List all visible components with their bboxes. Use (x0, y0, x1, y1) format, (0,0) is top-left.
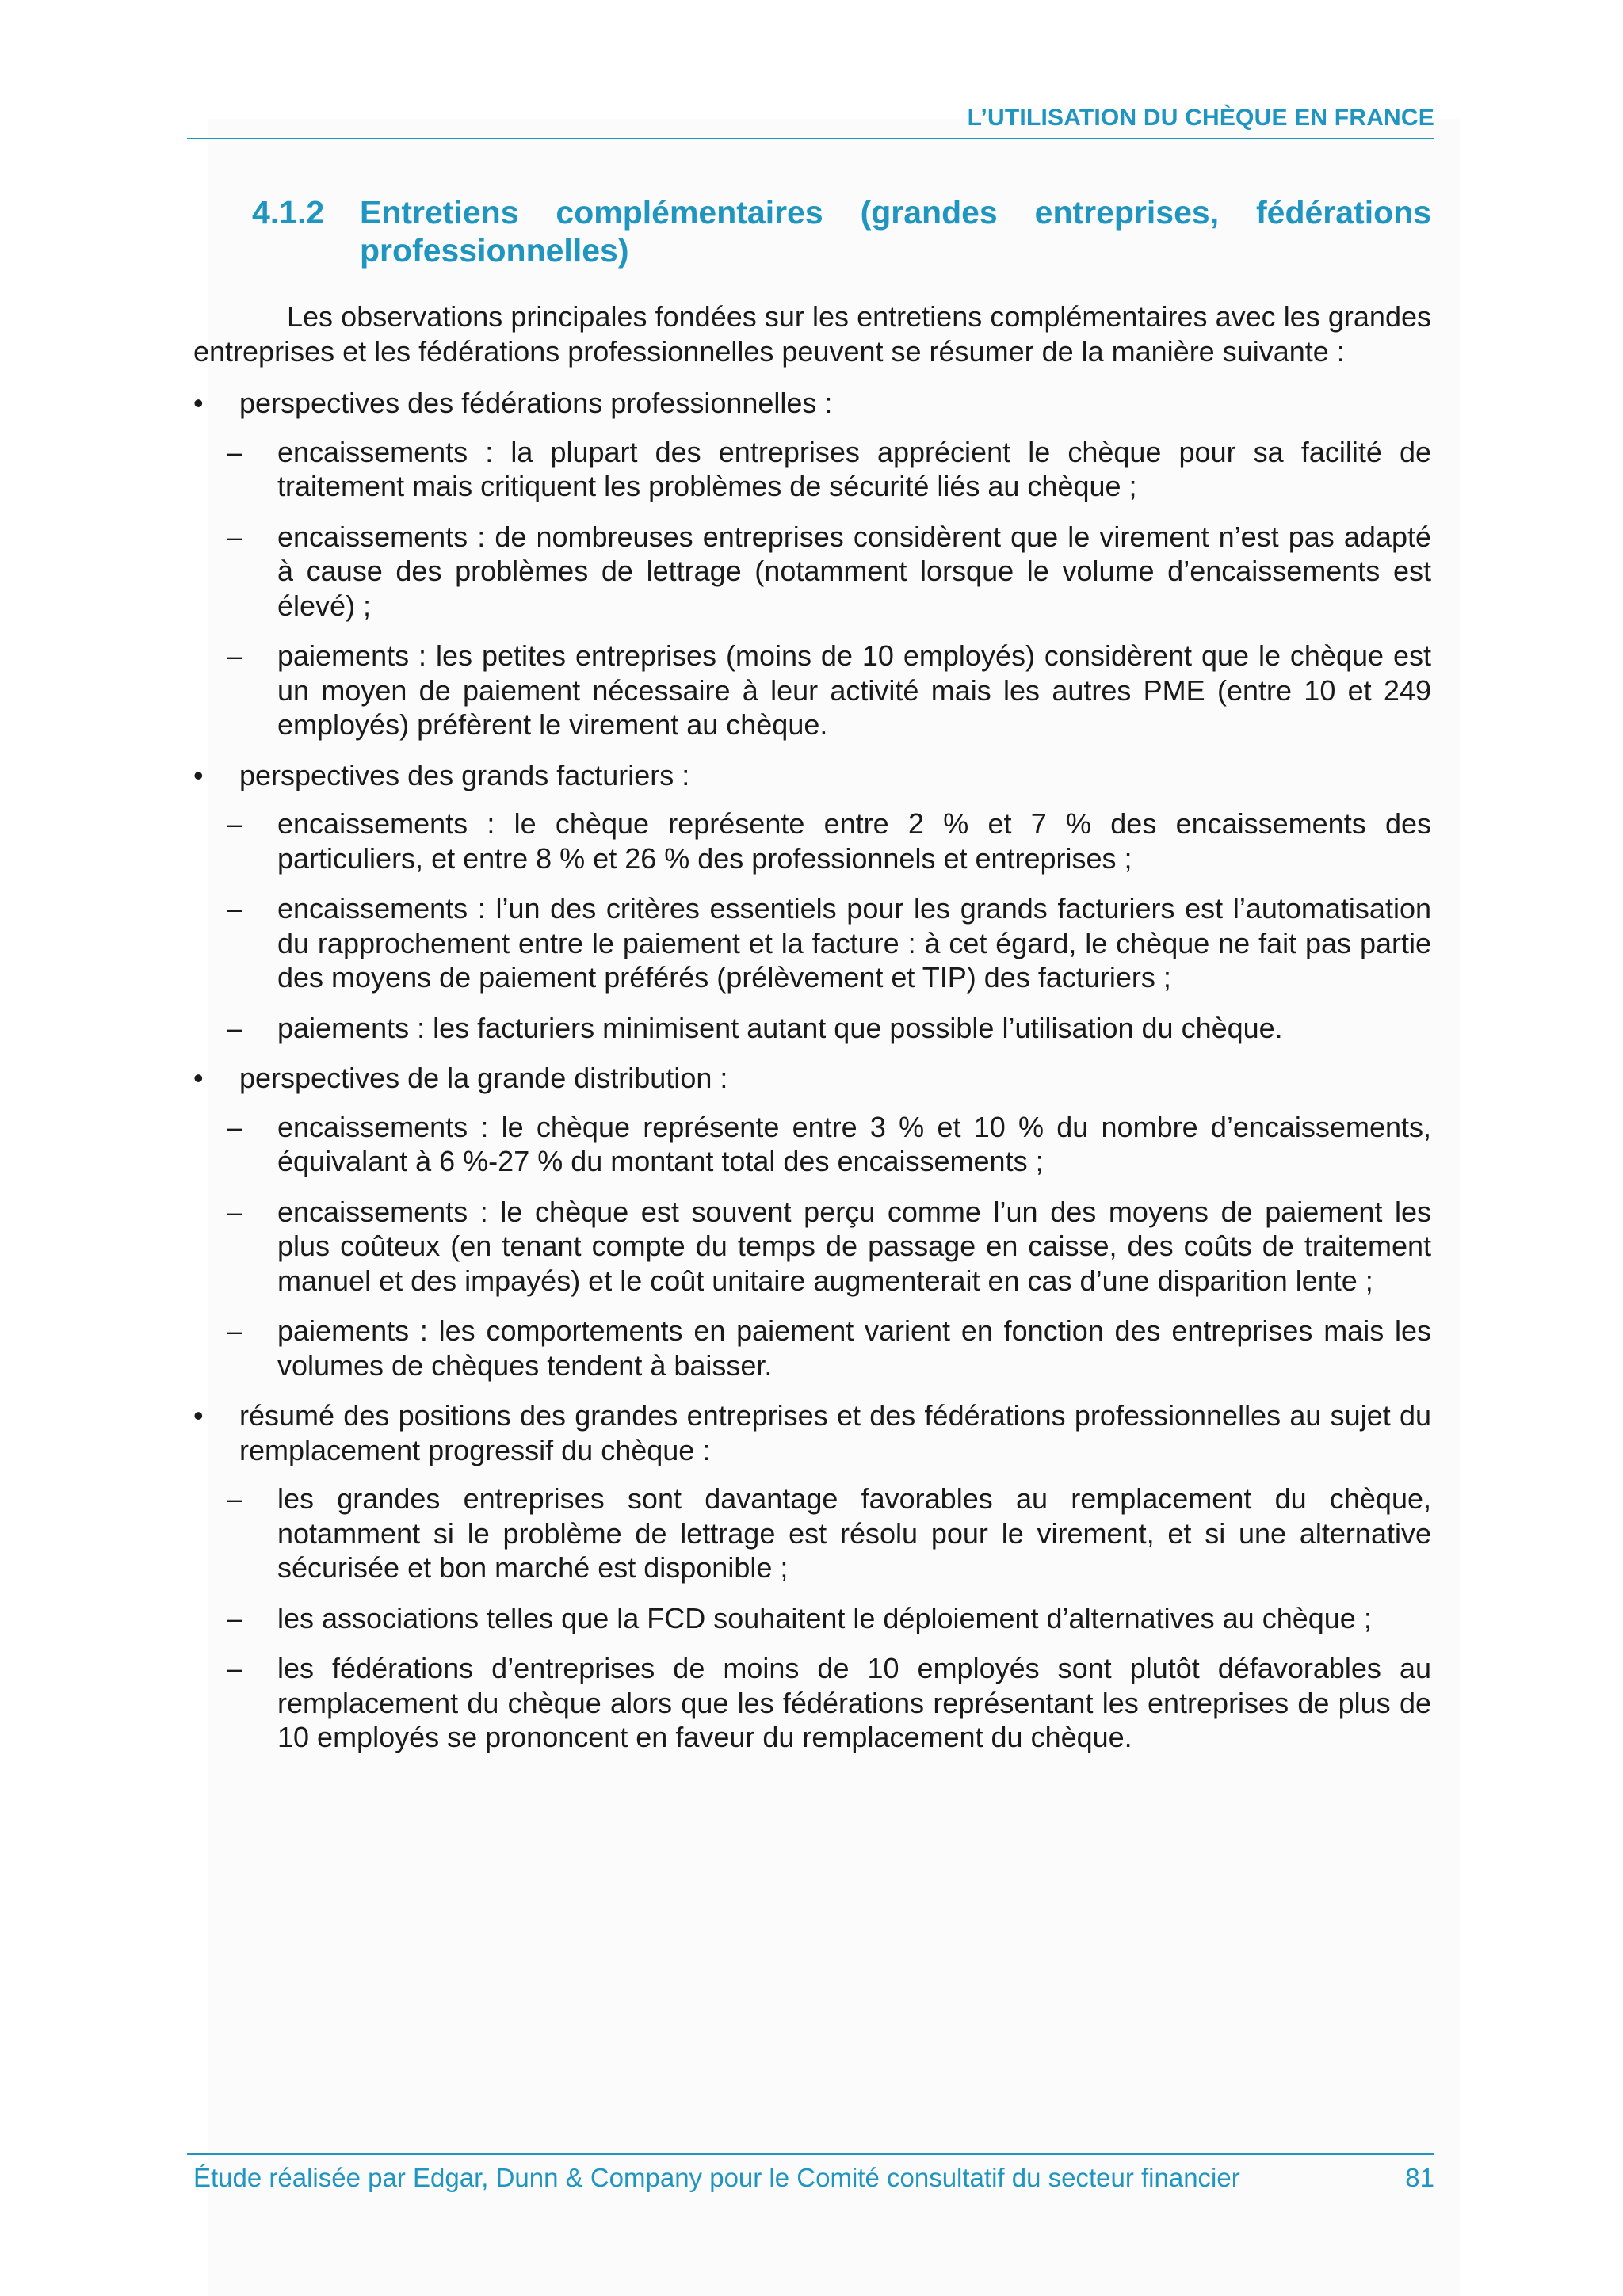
dash-item (193, 639, 1431, 742)
header-rule (187, 138, 1434, 139)
dash-item (193, 891, 1431, 995)
dash-text: les associations telles que la FCD souhaitent le déploiement d’alternatives au chèque ; (277, 1601, 1372, 1634)
dash-item (193, 1110, 1431, 1179)
dash-item (193, 1195, 1431, 1299)
dash-marker: – (227, 1195, 243, 1228)
section-number: 4.1.2 (252, 194, 325, 231)
dash-item (193, 1601, 1431, 1636)
dash-marker: – (227, 1482, 243, 1515)
dash-marker: – (227, 1314, 243, 1347)
page-number: 81 (1405, 2163, 1434, 2192)
dash-marker: – (227, 1011, 243, 1044)
running-header: L’UTILISATION DU CHÈQUE EN FRANCE (967, 105, 1434, 131)
bullet-marker: • (193, 1399, 204, 1432)
body-content (193, 299, 1431, 1771)
dash-marker: – (227, 520, 243, 553)
section-title: Entretiens complémentaires (grandes entreprises, fédérations professionnelles) (360, 194, 1431, 269)
dash-text: paiements : les petites entreprises (moins de 10 employés) considèrent que le chèque est un moyen de paiement nécessaire à leur activité mais les autres PME (entre 10 et 249 employés) préfèrent le virement au chèque. (277, 639, 1431, 741)
bullet-text: perspectives des grands facturiers : (239, 758, 690, 791)
bullet-marker: • (193, 1062, 204, 1094)
dash-marker: – (227, 892, 243, 925)
dash-text: encaissements : le chèque est souvent perçu comme l’un des moyens de paiement les plus coûteux (en tenant compte du temps de passage en caisse, des coûts de traitement manuel et des impayés) et le coût unitaire augmenterait en cas d’une disparition lente ; (277, 1195, 1431, 1297)
dash-item (193, 1011, 1431, 1046)
dash-item (193, 520, 1431, 624)
dash-text: encaissements : de nombreuses entreprises considèrent que le virement n’est pas adapté à cause des problèmes de lettrage (notamment lorsque le volume d’encaissements est élevé) ; (277, 520, 1431, 622)
bullet-item (193, 758, 1431, 793)
dash-marker: – (227, 435, 243, 468)
intro-paragraph: Les observations principales fondées sur les entretiens complémentaires avec les grandes entreprises et les fédérations professionnelles peuvent se résumer de la manière suivante : (193, 300, 1431, 368)
bullet-item (193, 1398, 1431, 1467)
dash-marker: – (227, 639, 243, 672)
dash-marker: – (227, 807, 243, 840)
bullet-text: perspectives des fédérations professionnelles : (239, 387, 833, 419)
footer-credit: Étude réalisée par Edgar, Dunn & Company pour le Comité consultatif du secteur financier (193, 2163, 1240, 2192)
dash-marker: – (227, 1652, 243, 1684)
dash-item (193, 1651, 1431, 1755)
dash-text: encaissements : le chèque représente entre 3 % et 10 % du nombre d’encaissements, équivalant à 6 %-27 % du montant total des encaissements ; (277, 1110, 1431, 1177)
bullet-text: résumé des positions des grandes entreprises et des fédérations professionnelles au sujet du remplacement progressif du chèque : (239, 1399, 1431, 1466)
dash-text: encaissements : la plupart des entreprises apprécient le chèque pour sa facilité de traitement mais critiquent les problèmes de sécurité liés au chèque ; (277, 435, 1431, 502)
dash-item (193, 1314, 1431, 1383)
dash-text: encaissements : le chèque représente entre 2 % et 7 % des encaissements des particuliers, et entre 8 % et 26 % des professionnels et entreprises ; (277, 807, 1431, 875)
dash-text: paiements : les comportements en paiement varient en fonction des entreprises mais les volumes de chèques tendent à baisser. (277, 1314, 1431, 1382)
dash-text: paiements : les facturiers minimisent autant que possible l’utilisation du chèque. (277, 1011, 1283, 1044)
dash-text: encaissements : l’un des critères essentiels pour les grands facturiers est l’automatisation du rapprochement entre le paiement et la facture : à cet égard, le chèque ne fait pas partie des moyens de paiement préférés (prélèvement et TIP) des facturiers ; (277, 892, 1431, 994)
section-heading (252, 193, 1431, 269)
dash-item (193, 1482, 1431, 1585)
dash-marker: – (227, 1110, 243, 1143)
dash-text: les fédérations d’entreprises de moins de 10 employés sont plutôt défavorables au remplacement du chèque alors que les fédérations représentant les entreprises de plus de 10 employés se prononcent en faveur du remplacement du chèque. (277, 1652, 1431, 1753)
dash-item (193, 807, 1431, 875)
bullet-marker: • (193, 387, 204, 419)
bullet-marker: • (193, 758, 204, 791)
dash-marker: – (227, 1601, 243, 1634)
bullet-text: perspectives de la grande distribution : (239, 1062, 728, 1094)
bullet-item (193, 386, 1431, 421)
bullet-item (193, 1061, 1431, 1096)
dash-text: les grandes entreprises sont davantage favorables au remplacement du chèque, notamment si le problème de lettrage est résolu pour le virement, et si une alternative sécurisée et bon marché est disponible ; (277, 1482, 1431, 1584)
footer-rule (187, 2153, 1434, 2155)
dash-item (193, 435, 1431, 504)
